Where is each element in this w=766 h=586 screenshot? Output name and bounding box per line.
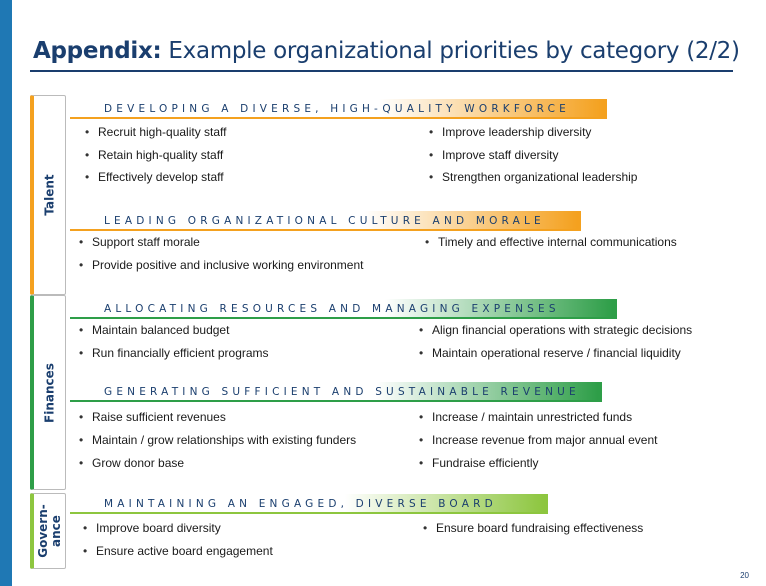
category-talent-label: Talent [42,174,56,216]
list-item: • Improve board diversity [83,521,221,535]
list-item: • Ensure active board engagement [83,544,273,558]
title-text: Example organizational priorities by category (2/2) [168,38,740,64]
category-finances-box [30,295,66,490]
page-number: 20 [740,571,749,580]
section-heading-culture: LEADING ORGANIZATIONAL CULTURE AND MORALE [104,215,545,227]
list-item: • Raise sufficient revenues [79,410,226,424]
section-banner-revenue [70,382,602,402]
page-title [33,38,740,64]
list-item: • Align financial operations with strategic decisions [419,323,692,337]
left-accent-bar [0,0,12,586]
list-item: • Improve staff diversity [429,148,558,162]
list-item: • Strengthen organizational leadership [429,170,637,184]
category-finances-label: Finances [42,362,56,423]
list-item: • Provide positive and inclusive working environment [79,258,363,272]
list-item: • Support staff morale [79,235,200,249]
section-heading-workforce: DEVELOPING A DIVERSE, HIGH-QUALITY WORKFORCE [104,103,570,115]
list-item: • Retain high-quality staff [85,148,223,162]
list-item: • Improve leadership diversity [429,125,591,139]
category-governance-box [30,493,66,569]
category-talent-box [30,95,66,295]
list-item: • Timely and effective internal communications [425,235,677,249]
governance-line-1: Govern- [35,504,50,558]
section-banner-workforce [70,99,607,119]
title-prefix: Appendix: [33,38,162,64]
list-item: • Grow donor base [79,456,184,470]
list-item: • Run financially efficient programs [79,346,269,360]
list-item: • Recruit high-quality staff [85,125,227,139]
section-heading-revenue: GENERATING SUFFICIENT AND SUSTAINABLE REVENUE [104,386,580,398]
category-governance-label [37,504,63,558]
list-item: • Increase revenue from major annual event [419,433,657,447]
section-heading-board: MAINTAINING AN ENGAGED, DIVERSE BOARD [104,498,497,510]
section-banner-board [70,494,548,514]
list-item: • Fundraise efficiently [419,456,539,470]
list-item: • Maintain / grow relationships with existing funders [79,433,356,447]
section-heading-resources: ALLOCATING RESOURCES AND MANAGING EXPENSES [104,303,560,315]
section-banner-culture [70,211,581,231]
title-underline [30,70,733,72]
list-item: • Ensure board fundraising effectiveness [423,521,643,535]
list-item: • Increase / maintain unrestricted funds [419,410,632,424]
list-item: • Maintain balanced budget [79,323,229,337]
list-item: • Maintain operational reserve / financial liquidity [419,346,681,360]
section-banner-resources [70,299,617,319]
governance-line-2: ance [48,515,63,547]
list-item: • Effectively develop staff [85,170,224,184]
